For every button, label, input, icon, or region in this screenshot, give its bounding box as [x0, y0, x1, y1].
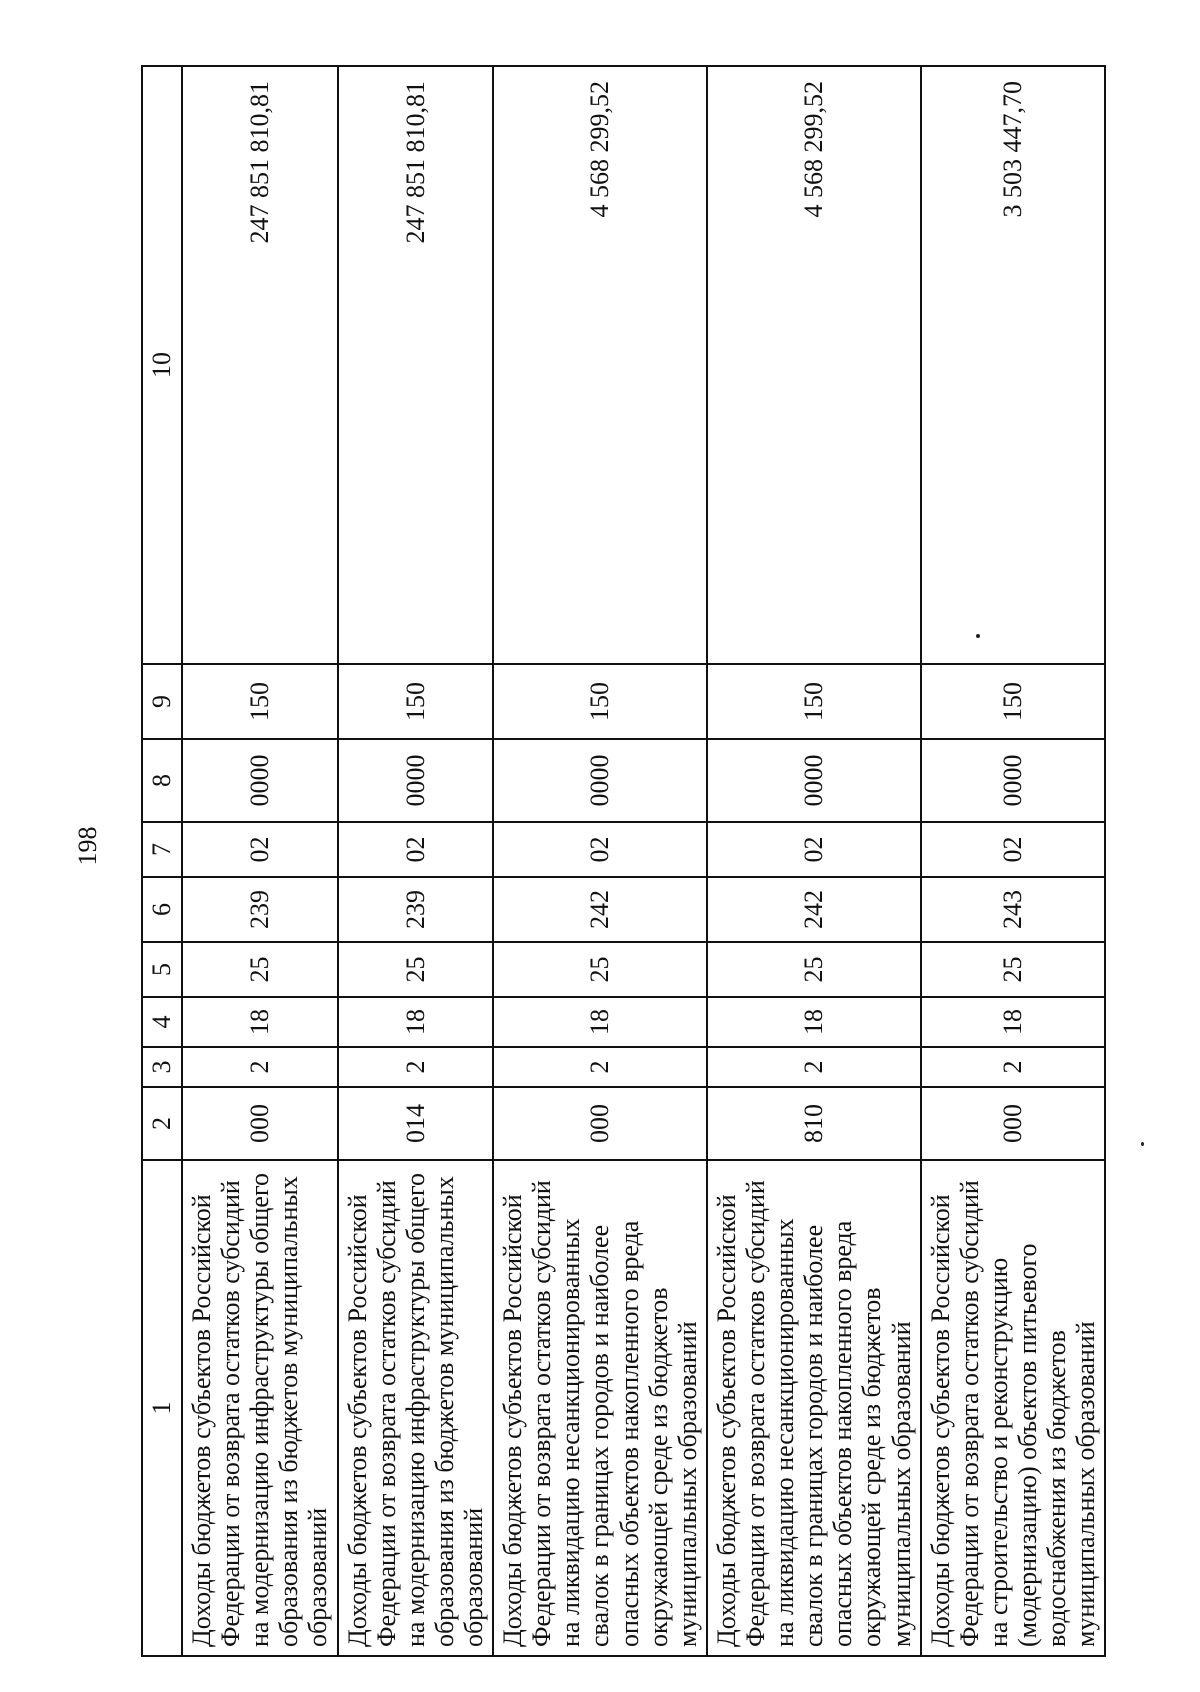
- code-cell: 810: [707, 1087, 921, 1160]
- header-row: [142, 66, 182, 1656]
- scan-speck: [1141, 1142, 1144, 1146]
- amount-cell: 4 568 299,52: [707, 66, 921, 664]
- amount-cell: 4 568 299,52: [493, 66, 707, 664]
- code-cell: 18: [707, 997, 921, 1047]
- code-cell: 2: [921, 1047, 1106, 1087]
- code-cell: 239: [338, 877, 494, 942]
- code-cell: 25: [707, 942, 921, 997]
- description-cell: Доходы бюджетов субъектов Российской Федерации от возврата остатков субсидий на ликвидацию несанкционированных свалок в границах городов и наиболее опасных объектов накопленного вреда окружающей среде из бюджетов муниципальных образований: [493, 1160, 707, 1656]
- column-header: 6: [142, 877, 182, 942]
- code-cell: 25: [921, 942, 1106, 997]
- code-cell: 150: [921, 664, 1106, 739]
- code-cell: 02: [707, 822, 921, 877]
- code-cell: 150: [338, 664, 494, 739]
- code-cell: 18: [182, 997, 338, 1047]
- table-row: [338, 66, 494, 1656]
- code-cell: 2: [182, 1047, 338, 1087]
- budget-income-table: [141, 65, 1106, 1657]
- code-cell: 02: [493, 822, 707, 877]
- code-cell: 0000: [493, 739, 707, 822]
- table-row: [921, 66, 1106, 1656]
- code-cell: 239: [182, 877, 338, 942]
- code-cell: 0000: [338, 739, 494, 822]
- amount-cell: 247 851 810,81: [338, 66, 494, 664]
- code-cell: 25: [338, 942, 494, 997]
- rotated-table-container: [141, 67, 1101, 1657]
- code-cell: 000: [182, 1087, 338, 1160]
- column-header: 10: [142, 66, 182, 664]
- code-cell: 000: [493, 1087, 707, 1160]
- table-row: [182, 66, 338, 1656]
- code-cell: 2: [493, 1047, 707, 1087]
- code-cell: 242: [707, 877, 921, 942]
- column-header: 7: [142, 822, 182, 877]
- amount-cell: 247 851 810,81: [182, 66, 338, 664]
- column-header: 5: [142, 942, 182, 997]
- page-number: 198: [73, 826, 102, 866]
- code-cell: 02: [182, 822, 338, 877]
- code-cell: 25: [493, 942, 707, 997]
- column-header: 4: [142, 997, 182, 1047]
- code-cell: 18: [338, 997, 494, 1047]
- code-cell: 150: [707, 664, 921, 739]
- code-cell: 014: [338, 1087, 494, 1160]
- table-row: [493, 66, 707, 1656]
- description-cell: Доходы бюджетов субъектов Российской Федерации от возврата остатков субсидий на модернизацию инфраструктуры общего образования из бюджетов муниципальных образований: [182, 1160, 338, 1656]
- column-header: 1: [142, 1160, 182, 1656]
- description-cell: Доходы бюджетов субъектов Российской Федерации от возврата остатков субсидий на ликвидацию несанкционированных свалок в границах городов и наиболее опасных объектов накопленного вреда окружающей среде из бюджетов муниципальных образований: [707, 1160, 921, 1656]
- code-cell: 242: [493, 877, 707, 942]
- code-cell: 18: [921, 997, 1106, 1047]
- code-cell: 2: [338, 1047, 494, 1087]
- code-cell: 02: [338, 822, 494, 877]
- code-cell: 0000: [182, 739, 338, 822]
- description-cell: Доходы бюджетов субъектов Российской Федерации от возврата остатков субсидий на модернизацию инфраструктуры общего образования из бюджетов муниципальных образований: [338, 1160, 494, 1656]
- code-cell: 0000: [921, 739, 1106, 822]
- code-cell: 02: [921, 822, 1106, 877]
- code-cell: 243: [921, 877, 1106, 942]
- column-header: 8: [142, 739, 182, 822]
- code-cell: 25: [182, 942, 338, 997]
- code-cell: 0000: [707, 739, 921, 822]
- code-cell: 150: [493, 664, 707, 739]
- code-cell: 000: [921, 1087, 1106, 1160]
- code-cell: 150: [182, 664, 338, 739]
- column-header: 9: [142, 664, 182, 739]
- column-header: 2: [142, 1087, 182, 1160]
- description-cell: Доходы бюджетов субъектов Российской Федерации от возврата остатков субсидий на строительство и реконструкцию (модернизацию) объектов питьевого водоснабжения из бюджетов муниципальных образований: [921, 1160, 1106, 1656]
- column-header: 3: [142, 1047, 182, 1087]
- table-row: [707, 66, 921, 1656]
- code-cell: 2: [707, 1047, 921, 1087]
- scan-speck: [976, 634, 980, 638]
- amount-cell: 3 503 447,70: [921, 66, 1106, 664]
- code-cell: 18: [493, 997, 707, 1047]
